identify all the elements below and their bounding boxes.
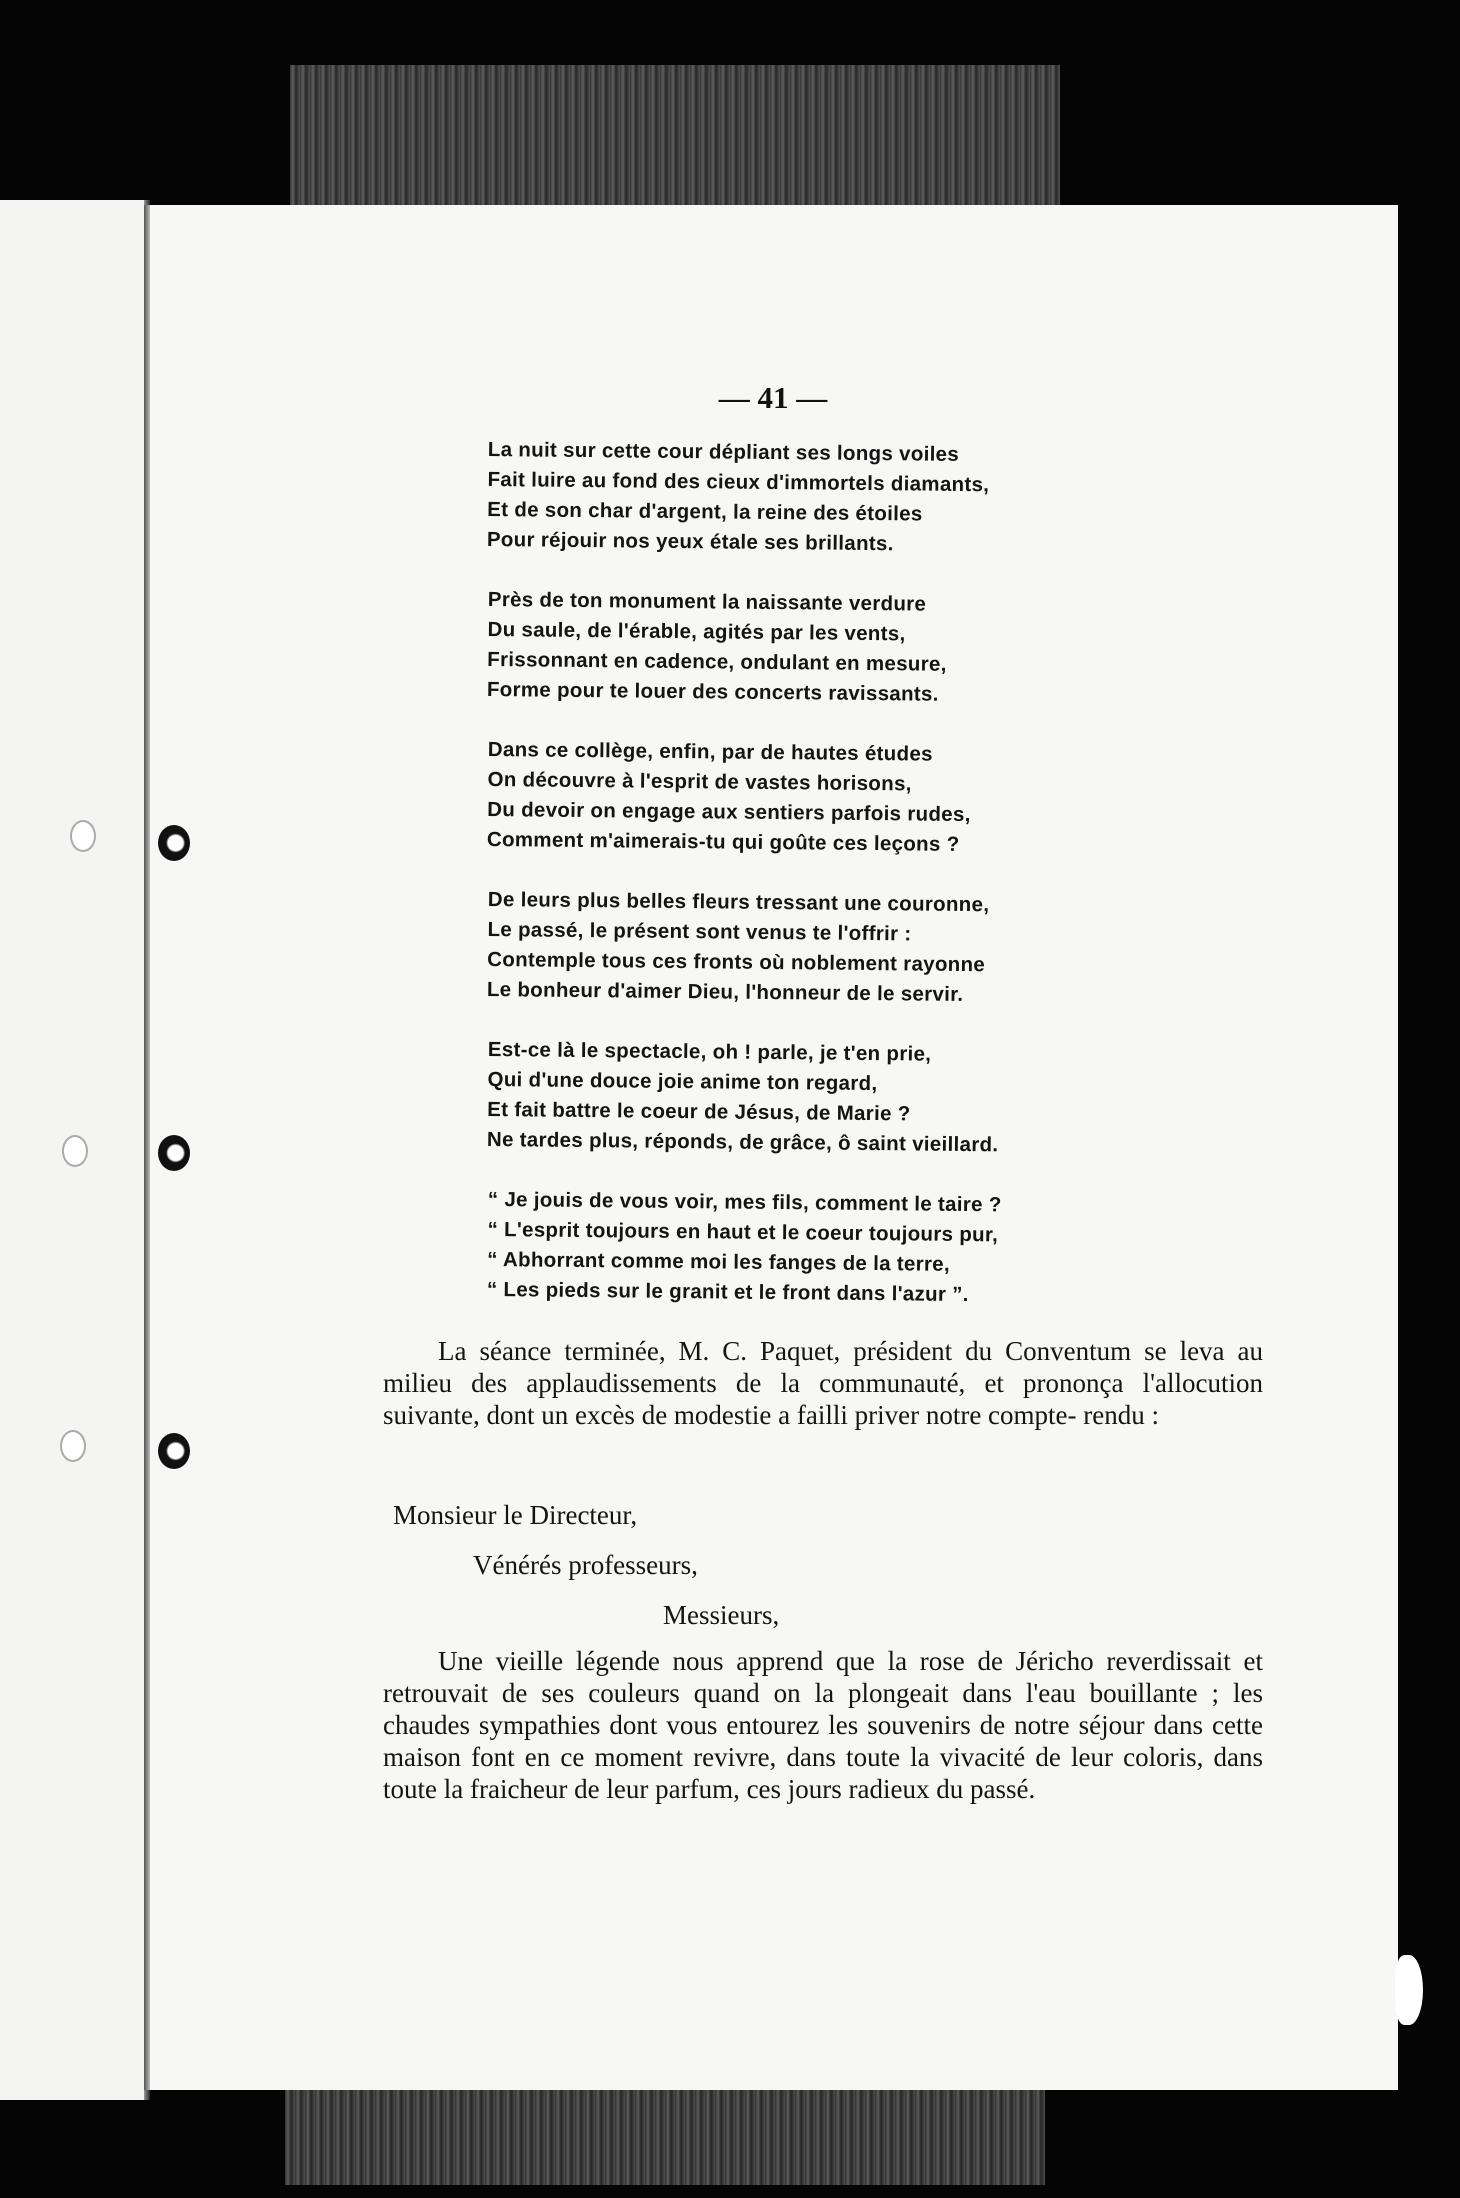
binding-hole-left-2: [62, 1135, 88, 1167]
salutation-gentlemen: Messieurs,: [663, 1600, 780, 1630]
poem-line: Contemple tous ces fronts où noblement rayonne: [487, 947, 986, 977]
poem-line: Le passé, le présent sont venus te l'offrir :: [487, 917, 912, 946]
poem-line: “ Les pieds sur le granit et le front dans l'azur ”.: [486, 1277, 969, 1307]
salutation-professors: Vénérés professeurs,: [473, 1550, 698, 1580]
poem-stanza-4: [487, 885, 1248, 1013]
poem-stanza-2: [487, 585, 1248, 713]
poem-line: Près de ton monument la naissante verdure: [487, 587, 927, 616]
prose-section: [383, 1335, 1263, 1431]
poem-line: Le bonheur d'aimer Dieu, l'honneur de le servir.: [486, 977, 964, 1006]
poem-line: Ne tardes plus, réponds, de grâce, ô saint vieillard.: [486, 1127, 999, 1157]
poem-line: De leurs plus belles fleurs tressant une couronne,: [487, 887, 990, 917]
poem-line: Du saule, de l'érable, agités par les vents,: [487, 617, 906, 646]
poem-line: Dans ce collège, enfin, par de hautes études: [487, 737, 933, 766]
paragraph-introduction: La séance terminée, M. C. Paquet, président du Conventum se leva au milieu des applaudissements de la communauté, et prononça l'allocution suivante, dont un excès de modestie a failli priver notre compte- rendu :: [383, 1336, 1263, 1430]
poem-line: Pour réjouir nos yeux étale ses brillants.: [486, 527, 894, 556]
poem-line: Du devoir on engage aux sentiers parfois rudes,: [487, 797, 971, 827]
poem-line: Qui d'une douce joie anime ton regard,: [487, 1067, 878, 1096]
prose-section-2: [383, 1645, 1263, 1805]
edge-artifact: [1395, 1955, 1423, 2025]
poem-line: Frissonnant en cadence, ondulant en mesure,: [487, 647, 947, 676]
poem-line: Forme pour te louer des concerts ravissants.: [486, 677, 939, 706]
poem-line: Comment m'aimerais-tu qui goûte ces leçons ?: [486, 827, 960, 856]
binding-hole-1: [158, 825, 190, 861]
poem-stanza-5: [487, 1035, 1248, 1163]
poem-stanza-3: [487, 735, 1248, 863]
poem-line: Fait luire au fond des cieux d'immortels diamants,: [487, 467, 990, 497]
poem-line: “ L'esprit toujours en haut et le coeur toujours pur,: [487, 1217, 999, 1247]
binding-hole-2: [158, 1135, 190, 1171]
poem-line: Est-ce là le spectacle, oh ! parle, je t'en prie,: [487, 1037, 932, 1066]
poem-stanza-6: [487, 1185, 1248, 1313]
film-strip-top: [290, 65, 1060, 205]
poem-line: Et fait battre le coeur de Jésus, de Marie ?: [487, 1097, 911, 1126]
salutation-director: Monsieur le Directeur,: [393, 1500, 638, 1530]
binding-hole-3: [158, 1433, 190, 1469]
binding-hole-left-3: [60, 1430, 86, 1462]
binding-hole-left-1: [70, 820, 96, 852]
poem-line: “ Abhorrant comme moi les fanges de la terre,: [487, 1247, 951, 1276]
paragraph-legend: Une vieille légende nous apprend que la rose de Jéricho reverdissait et retrouvait de ses couleurs quand on la plongeait dans l'eau bouillante ; les chaudes sympathies dont vous entourez les souvenirs de notre séjour dans cette maison font en ce moment revivre, dans toute la vivacité de leur coloris, dans toute la fraicheur de leur parfum, ces jours radieux du passé.: [383, 1646, 1263, 1804]
poem-line: “ Je jouis de vous voir, mes fils, comment le taire ?: [487, 1187, 1002, 1217]
poem-line: La nuit sur cette cour dépliant ses longs voiles: [487, 437, 960, 466]
poem: [488, 435, 1248, 1335]
document-page: [148, 205, 1398, 2090]
page-number: — 41 —: [718, 380, 828, 415]
poem-line: On découvre à l'esprit de vastes horisons,: [487, 767, 912, 796]
film-strip-bottom: [285, 2090, 1045, 2185]
poem-stanza-1: [487, 435, 1248, 563]
poem-line: Et de son char d'argent, la reine des étoiles: [487, 497, 923, 526]
page-spine-shadow: [144, 205, 150, 2090]
